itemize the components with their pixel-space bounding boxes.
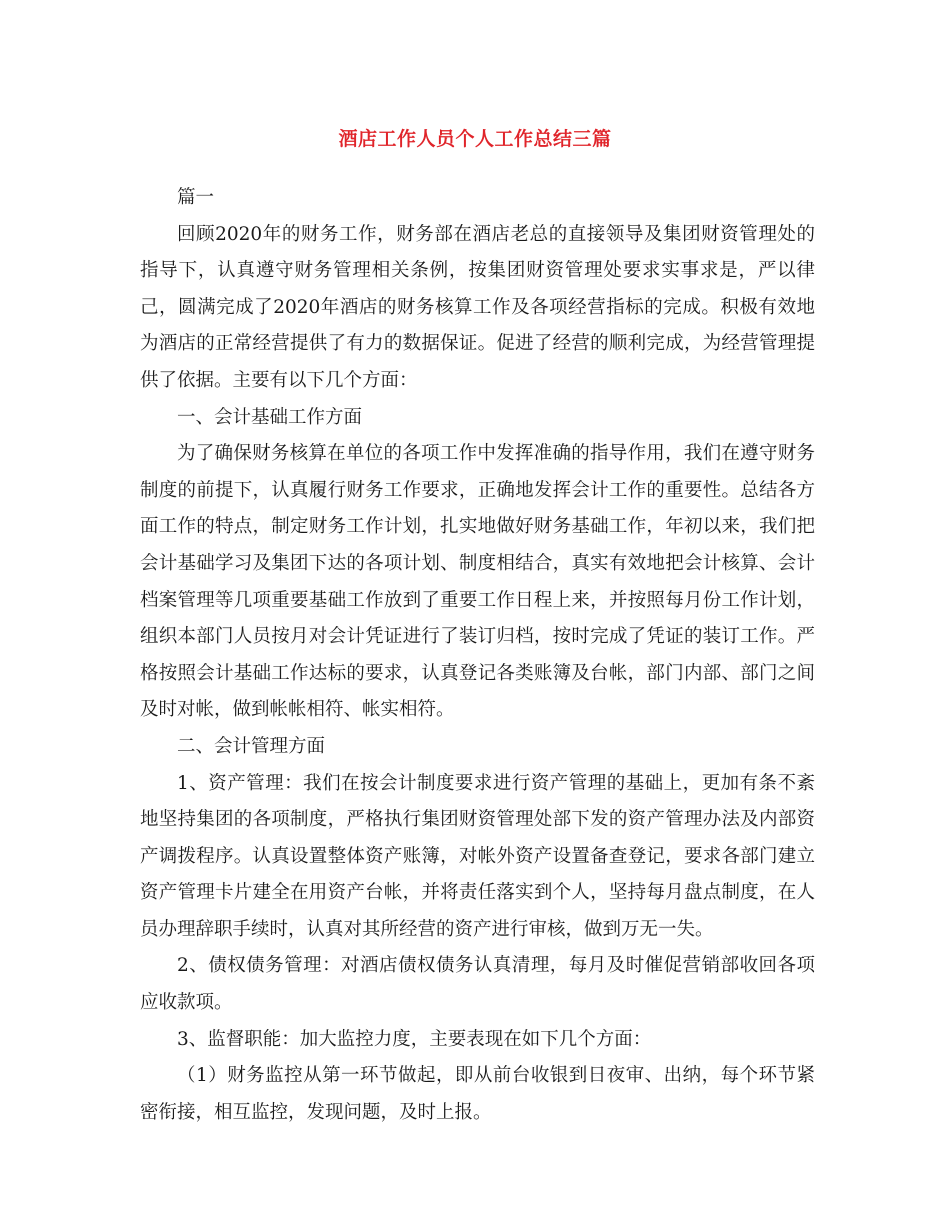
document-body: [140, 180, 815, 1131]
section-heading: 二、会计管理方面: [177, 735, 326, 757]
paragraph: 1、资产管理：我们在按会计制度要求进行资产管理的基础上，更加有条不紊地坚持集团的各项制度，严格执行集团财资管理处部下发的资产管理办法及内部资产调拨程序。认真设置整体资产账簿，对帐外资产设置备查登记，要求各部门建立资产管理卡片建全在用资产台帐，并将责任落实到个人，坚持每月盘点制度，在人员办理辞职手续时，认真对其所经营的资产进行审核，做到万无一失。: [140, 772, 815, 940]
paragraph: 2、债权债务管理：对酒店债权债务认真清理，每月及时催促营销部收回各项应收款项。: [140, 955, 815, 1014]
paragraph: 篇一: [177, 187, 215, 208]
paragraph: 回顾2020年的财务工作，财务部在酒店老总的直接领导及集团财资管理处的指导下，认真遵守财务管理相关条例，按集团财资管理处要求实事求是，严以律己，圆满完成了2020年酒店的财务核算工作及各项经营指标的完成。积极有效地为酒店的正常经营提供了有力的数据保证。促进了经营的顺利完成，为经营管理提供了依据。主要有以下几个方面：: [140, 223, 815, 391]
paragraph: （1）财务监控从第一环节做起，即从前台收银到日夜审、出纳，每个环节紧密衔接，相互监控，发现问题，及时上报。: [140, 1065, 815, 1123]
section-heading: 一、会计基础工作方面: [177, 406, 363, 428]
document-title: 酒店工作人员个人工作总结三篇: [338, 128, 612, 150]
paragraph: 为了确保财务核算在单位的各项工作中发挥准确的指导作用，我们在遵守财务制度的前提下，认真履行财务工作要求，正确地发挥会计工作的重要性。总结各方面工作的特点，制定财务工作计划，扎实地做好财务基础工作，年初以来，我们把会计基础学习及集团下达的各项计划、制度相结合，真实有效地把会计核算、会计档案管理等几项重要基础工作放到了重要工作日程上来，并按照每月份工作计划，组织本部门人员按月对会计凭证进行了装订归档，按时完成了凭证的装订工作。严格按照会计基础工作达标的要求，认真登记各类账簿及台帐，部门内部、部门之间及时对帐，做到帐帐相符、帐实相符。: [140, 443, 815, 721]
paragraph: 3、监督职能：加大监控力度，主要表现在如下几个方面：: [177, 1028, 652, 1050]
